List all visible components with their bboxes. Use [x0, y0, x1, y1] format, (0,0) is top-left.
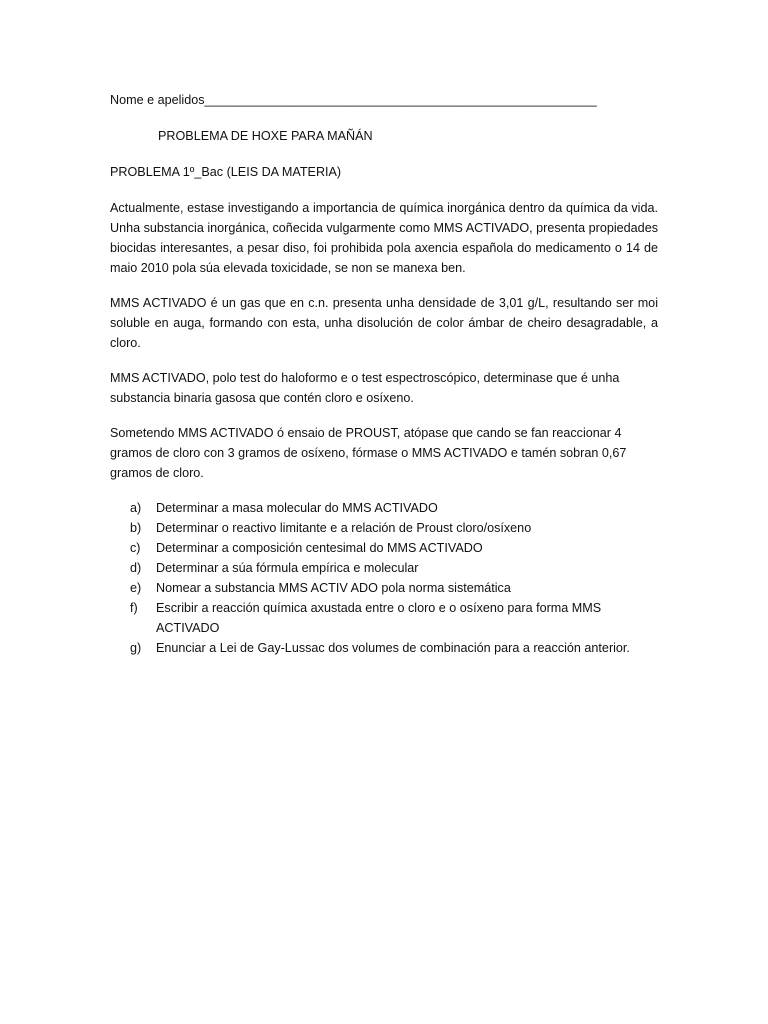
question-letter: c) — [130, 541, 141, 555]
question-item — [110, 638, 658, 658]
question-text: Determinar a súa fórmula empírica e molecular — [156, 561, 419, 575]
problem-subtitle: PROBLEMA 1º_Bac (LEIS DA MATERIA) — [110, 165, 342, 179]
question-letter: b) — [130, 521, 142, 535]
question-item — [110, 598, 658, 638]
paragraph-proust-test: Sometendo MMS ACTIVADO ó ensaio de PROUST, atópase que cando se fan reaccionar 4 gramos de cloro con 3 gramos de osíxeno, fórmase o MMS ACTIVADO e tamén sobran 0,67 gramos de cloro. — [110, 426, 627, 480]
question-item — [110, 498, 658, 518]
question-text: Determinar a composición centesimal do MMS ACTIVADO — [156, 541, 483, 555]
question-letter: e) — [130, 581, 142, 595]
question-item — [110, 518, 658, 538]
question-item — [110, 538, 658, 558]
question-text: Nomear a substancia MMS ACTIV ADO pola norma sistemática — [156, 581, 511, 595]
paragraph-intro: Actualmente, estase investigando a importancia de química inorgánica dentro da química da vida. Unha substancia inorgánica, coñecida vulgarmente como MMS ACTIVADO, presenta propiedades biocidas interesantes, a pesar diso, foi prohibida pola axencia española do medicamento o 14 de maio 2010 pola súa elevada toxicidade, se non se manexa ben. — [110, 201, 658, 275]
question-letter: f) — [130, 601, 138, 615]
name-field-line: Nome e apelidos________________________________________________________ — [110, 93, 597, 107]
question-item — [110, 578, 658, 598]
question-text: Determinar a masa molecular do MMS ACTIVADO — [156, 501, 438, 515]
document-title: PROBLEMA DE HOXE PARA MAÑÁN — [158, 129, 373, 143]
question-letter: d) — [130, 561, 142, 575]
question-letter: a) — [130, 501, 142, 515]
paragraph-properties: MMS ACTIVADO é un gas que en c.n. presenta unha densidade de 3,01 g/L, resultando ser moi soluble en auga, formando con esta, unha disolución de color ámbar de cheiro desagradable, a cloro. — [110, 296, 658, 350]
question-letter: g) — [130, 641, 142, 655]
question-item — [110, 558, 658, 578]
document-content — [110, 90, 658, 658]
question-text: Escribir a reacción química axustada entre o cloro e o osíxeno para forma MMS ACTIVADO — [156, 601, 602, 635]
question-list — [110, 498, 658, 658]
question-text: Determinar o reactivo limitante e a relación de Proust cloro/osíxeno — [156, 521, 532, 535]
question-text: Enunciar a Lei de Gay-Lussac dos volumes de combinación para a reacción anterior. — [156, 641, 630, 655]
paragraph-composition: MMS ACTIVADO, polo test do haloformo e o test espectroscópico, determinase que é unha substancia binaria gasosa que contén cloro e osíxeno. — [110, 371, 620, 405]
